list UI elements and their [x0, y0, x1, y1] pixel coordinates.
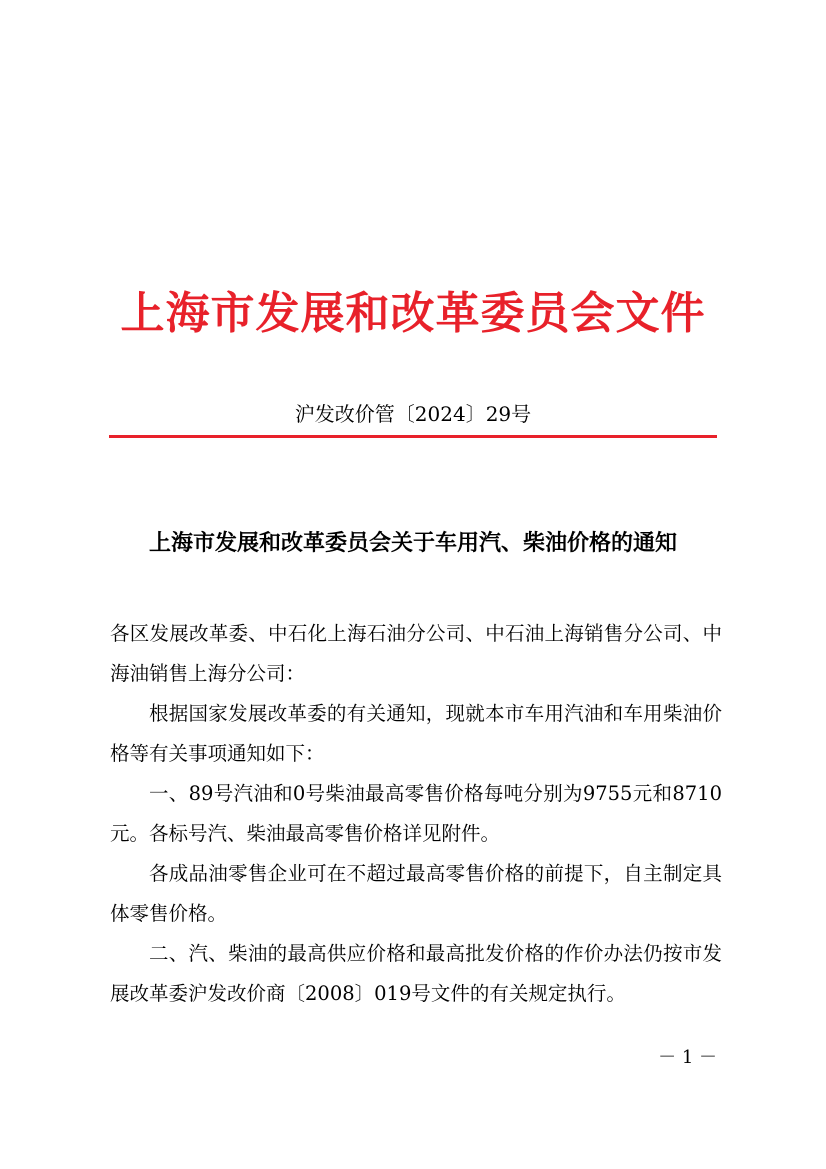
red-divider-line: [109, 435, 717, 438]
body-paragraph-1: 根据国家发展改革委的有关通知，现就本市车用汽油和车用柴油价格等有关事项通知如下：: [110, 702, 722, 765]
body-paragraph-2: 一、89号汽油和0号柴油最高零售价格每吨分别为9755元和8710元。各标号汽、柴油最高零售价格详见附件。: [110, 782, 722, 845]
page-number: － 1 －: [658, 1047, 717, 1068]
document-number: 沪发改价管〔2024〕29号: [294, 402, 532, 426]
body-paragraph-4: 二、汽、柴油的最高供应价格和最高批发价格的作价办法仍按市发展改革委沪发改价商〔2008〕019号文件的有关规定执行。: [110, 942, 722, 1005]
body-paragraph-3: 各成品油零售企业可在不超过最高零售价格的前提下，自主制定具体零售价格。: [110, 862, 722, 925]
masthead-title: 上海市发展和改革委员会文件: [120, 288, 706, 339]
notice-body: [110, 614, 722, 1014]
salutation: 各区发展改革委、中石化上海石油分公司、中石油上海销售分公司、中海油销售上海分公司：: [110, 622, 722, 685]
notice-title: 上海市发展和改革委员会关于车用汽、柴油价格的通知: [148, 530, 677, 556]
